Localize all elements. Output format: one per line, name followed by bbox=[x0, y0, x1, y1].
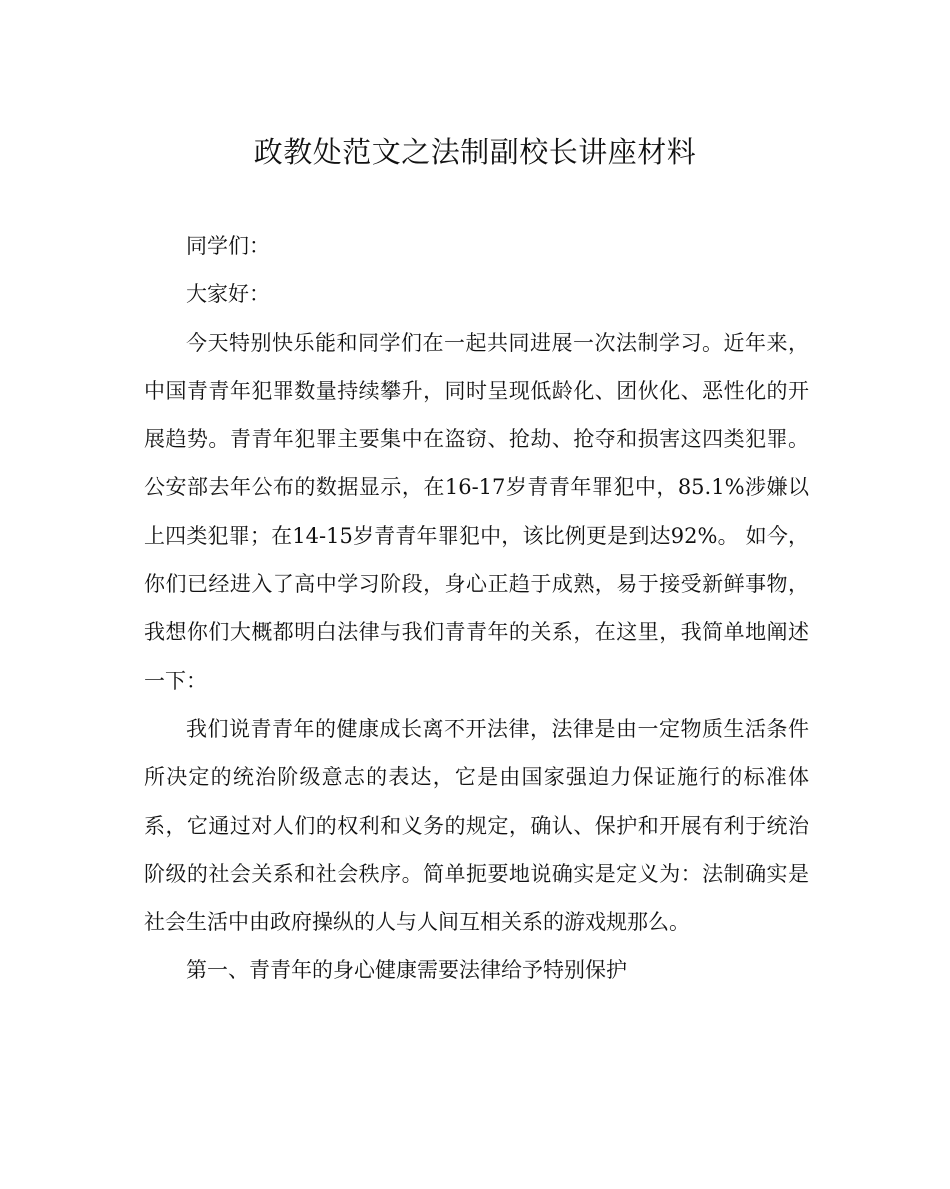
salutation-classmates: 同学们： bbox=[186, 234, 270, 258]
document-title: 政教处范文之法制副校长讲座材料 bbox=[253, 135, 697, 169]
salutation-greeting: 大家好： bbox=[186, 282, 270, 307]
paragraph-law-definition: 我们说青青年的健康成长离不开法律，法律是由一定物质生活条件所决定的统治阶级意志的表达，它是由国家强迫力保证施行的标准体系，它通过对人们的权利和义务的规定，确认、保护和开展有利于统治阶级的社会关系和社会秩序。简单扼要地说确实是定义为：法制确实是社会生活中由政府操纵的人与人间互相关系的游戏规那么。 bbox=[144, 716, 809, 935]
document-body bbox=[144, 222, 809, 995]
paragraph-introduction: 今天特别快乐能和同学们在一起共同进展一次法制学习。近年来，中国青青年犯罪数量持续攀升，同时呈现低龄化、团伙化、恶性化的开展趋势。青青年犯罪主要集中在盗窃、抢劫、抢夺和损害这四类犯罪。公安部去年公布的数据显示，在16-17岁青青年罪犯中，85.1%涉嫌以上四类犯罪；在14-15岁青青年罪犯中，该比例更是到达92%。 如今，你们已经进入了高中学习阶段，身心正趋于成熟，易于接受新鲜事物，我想你们大概都明白法律与我们青青年的关系，在这里，我简单地阐述一下： bbox=[144, 330, 809, 693]
section-heading-first: 第一、青青年的身心健康需要法律给予特别保护 bbox=[186, 958, 627, 983]
